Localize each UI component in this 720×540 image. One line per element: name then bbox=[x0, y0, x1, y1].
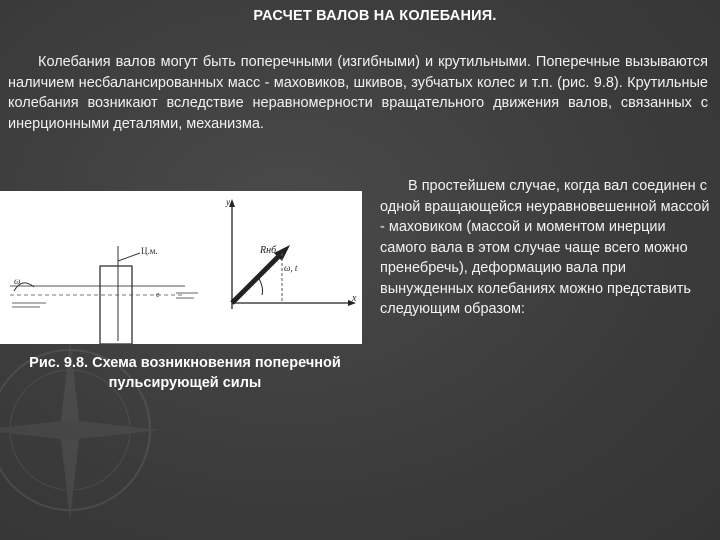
force-label: Rнб bbox=[260, 245, 277, 256]
body-paragraph: В простейшем случае, когда вал соединен с одной вращающейся неуравновешенной массой - маховиком (массой и моментом инерции самого вала в этом случае чаще всего можно пренебречь), деформацию вала при вынужденных колебаниях можно представить следующим образом: bbox=[380, 178, 710, 317]
x-axis-label: x bbox=[352, 293, 357, 304]
intro-paragraph: Колебания валов могут быть поперечными (изгибными) и крутильными. Поперечные вызываются наличием несбалансированных масс - маховиков, шкивов, зубчатых колес и т.п. (рис. 9.8). Крутильные колебания возникают вследствие неравномерности вращательного движения валов, связанных с инерционными деталями, механизма. bbox=[8, 54, 708, 132]
y-axis-label: y bbox=[226, 197, 230, 207]
omega-t-label: ω, t bbox=[284, 263, 298, 273]
figure-caption: Рис. 9.8. Схема возникновения поперечной пульсирующей силы bbox=[29, 355, 341, 391]
figure-diagram bbox=[0, 191, 362, 344]
center-leader bbox=[118, 253, 140, 261]
center-mass-label: Ц.м. bbox=[141, 246, 158, 256]
flywheel-rect bbox=[100, 266, 132, 344]
eccentricity-label: е bbox=[156, 290, 160, 299]
slide-title: РАСЧЕТ ВАЛОВ НА КОЛЕБАНИЯ. bbox=[253, 8, 497, 24]
omega-left-label: ω bbox=[14, 276, 21, 286]
diagram-svg bbox=[0, 191, 362, 344]
force-vector bbox=[232, 253, 282, 303]
